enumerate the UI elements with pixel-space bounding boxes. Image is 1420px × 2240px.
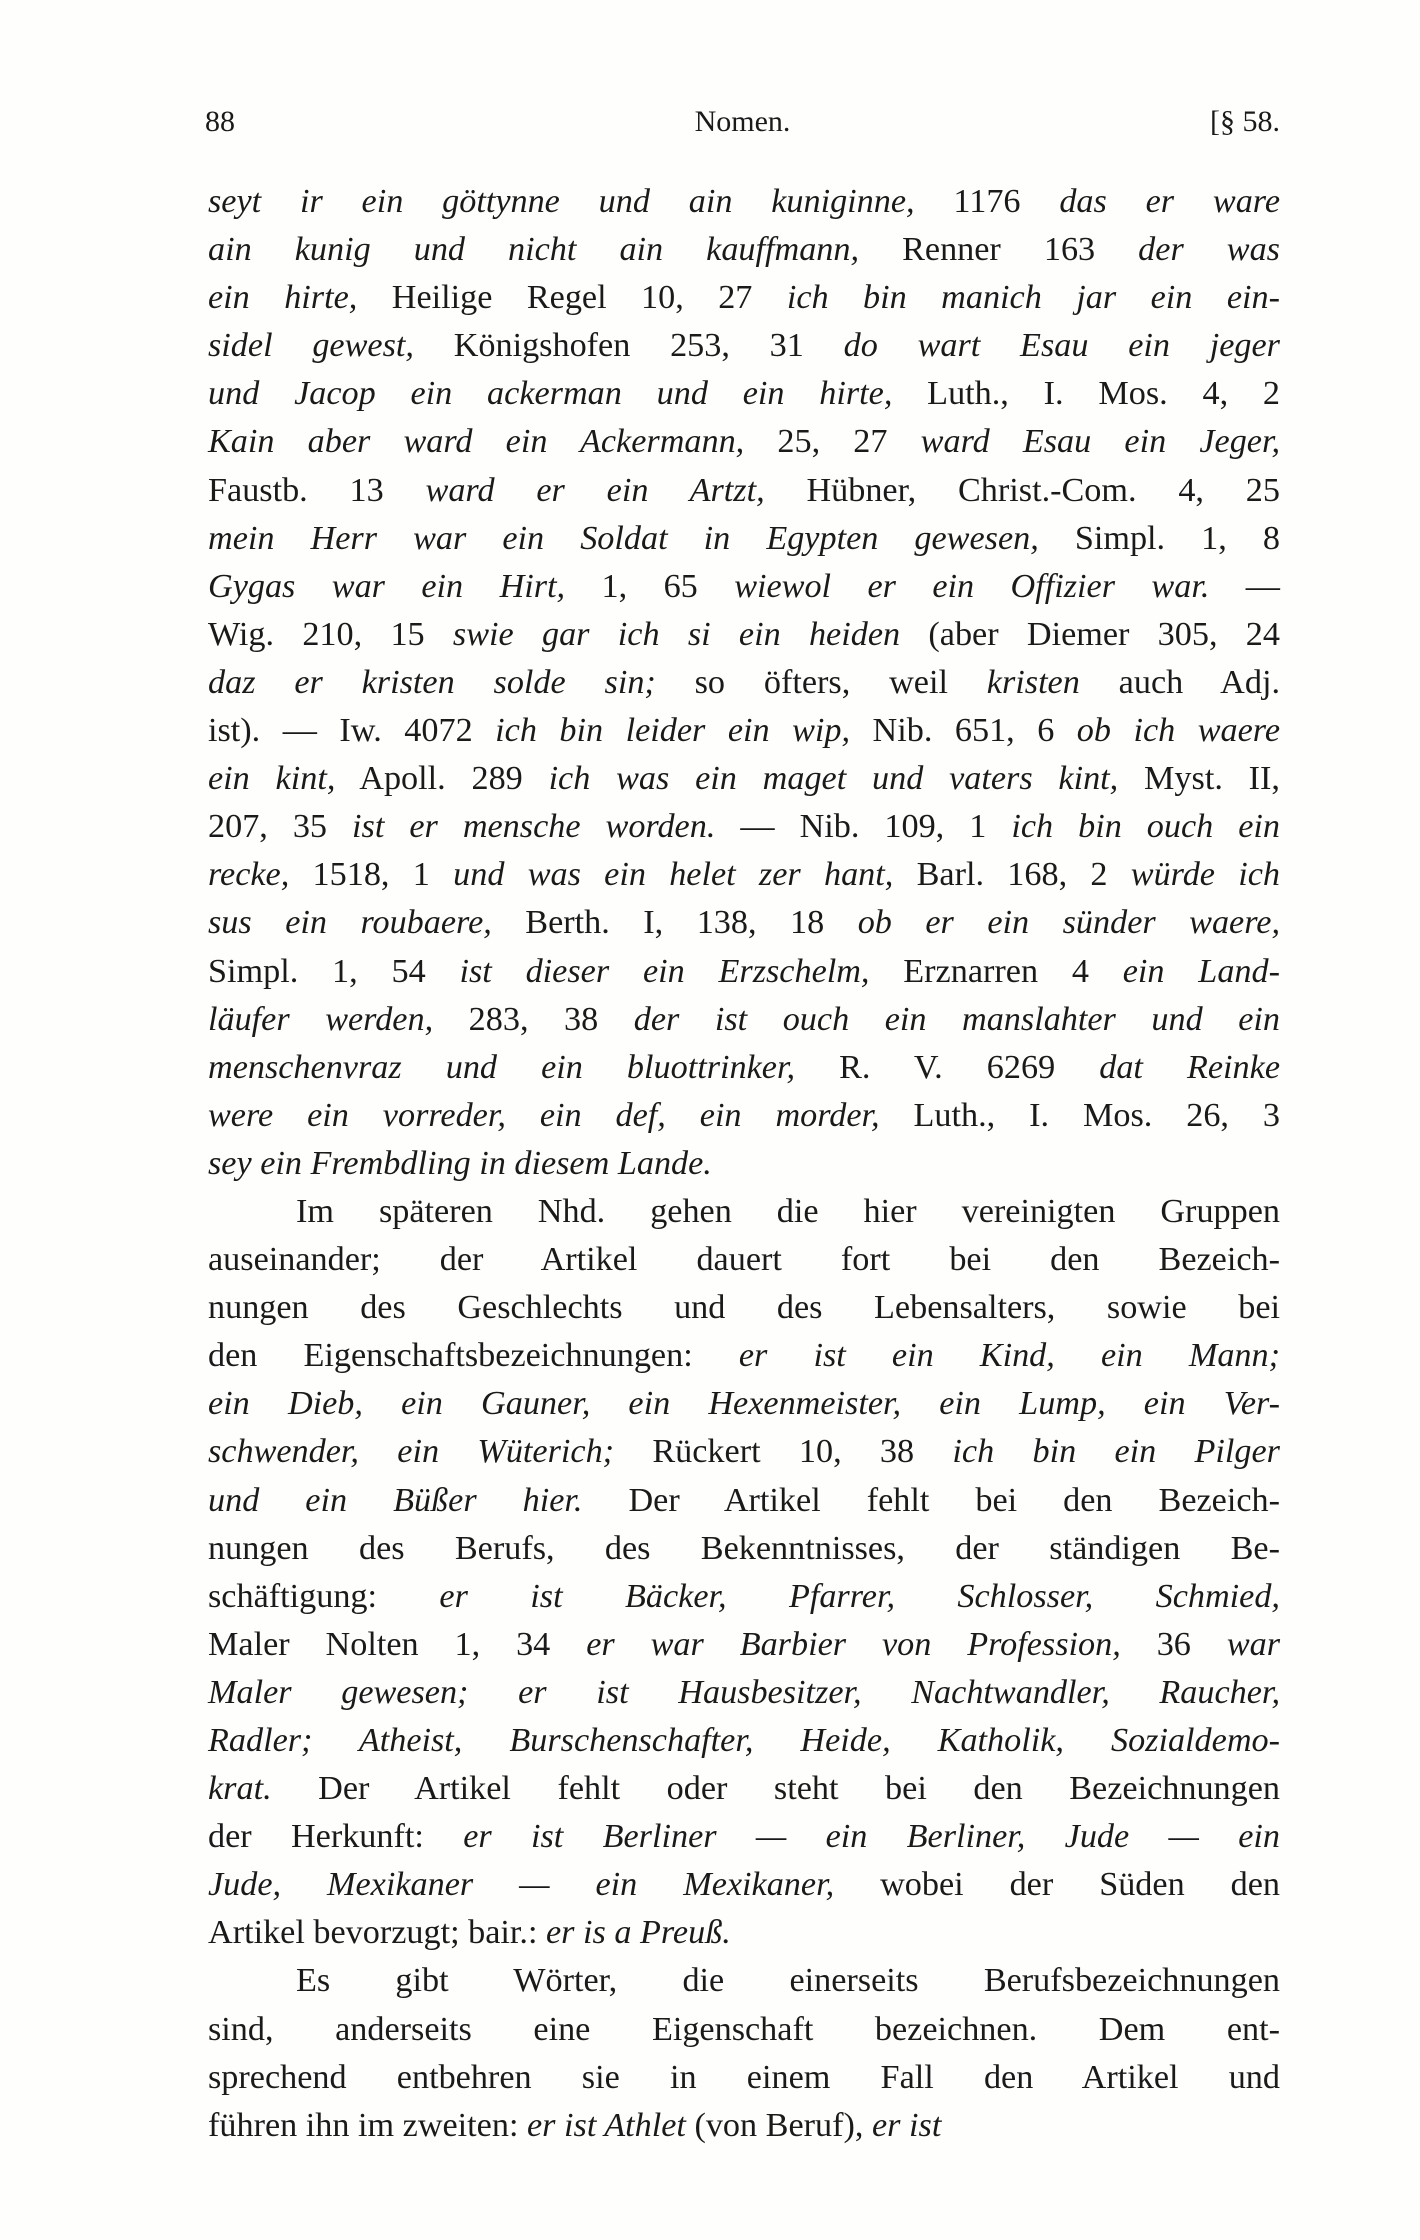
italic-citation: ein kint, xyxy=(208,760,336,798)
text-line xyxy=(208,996,1280,1044)
text-line xyxy=(208,948,1280,996)
italic-citation: war xyxy=(1226,1625,1281,1663)
text-run: so öfters, weil xyxy=(655,663,987,701)
text-line xyxy=(208,707,1280,755)
text-run: Barl. 168, 2 xyxy=(893,856,1131,894)
text-run: — Nib. 109, 1 xyxy=(715,808,1012,846)
italic-citation: und ein Büßer hier. xyxy=(208,1481,583,1519)
text-run: Königshofen 253, 31 xyxy=(413,327,844,365)
text-line xyxy=(208,1717,1280,1765)
text-line xyxy=(208,1621,1280,1669)
text-run: 1, 65 xyxy=(565,567,735,605)
text-line xyxy=(208,1861,1280,1909)
italic-citation: Kain aber ward ein Ackermann, xyxy=(208,423,745,461)
text-line xyxy=(208,803,1280,851)
text-run: nungen des Geschlechts und des Lebensalters, sowie bei xyxy=(208,1289,1280,1327)
italic-citation: daz er kristen solde sin; xyxy=(208,663,656,701)
italic-citation: das er ware xyxy=(1059,183,1280,220)
text-line xyxy=(208,2054,1280,2102)
text-line xyxy=(208,2102,1280,2150)
text-line xyxy=(208,1044,1280,1092)
italic-citation: ward er ein Artzt, xyxy=(425,471,765,509)
text-line xyxy=(208,515,1280,563)
italic-citation: sidel gewest, xyxy=(208,327,414,365)
italic-citation: der was xyxy=(1138,231,1280,269)
italic-citation: recke, xyxy=(208,856,290,894)
text-run: sprechend entbehren sie in einem Fall den Artikel und xyxy=(208,2058,1280,2096)
italic-citation: ein Dieb, ein Gauner, ein Hexenmeister, ein Lump, ein Ver- xyxy=(208,1385,1280,1423)
body-text xyxy=(208,178,1280,2150)
text-line xyxy=(208,1332,1280,1380)
text-run: auch Adj. xyxy=(1079,663,1280,701)
text-run: Erznarren 4 xyxy=(869,952,1123,990)
italic-citation: er ist ein Kind, ein Mann; xyxy=(738,1337,1281,1375)
italic-citation: ich bin leider ein wip, xyxy=(495,712,851,750)
italic-citation: menschenvraz und ein bluottrinker, xyxy=(208,1048,796,1086)
italic-citation: schwender, ein Wüterich; xyxy=(208,1433,615,1471)
text-run: Der Artikel fehlt bei den Bezeich- xyxy=(582,1481,1280,1519)
italic-citation: ich bin ein Pilger xyxy=(952,1433,1280,1471)
italic-citation: Radler; Atheist, Burschenschafter, Heide, Katholik, Sozialdemo- xyxy=(208,1722,1280,1759)
paragraph xyxy=(208,1957,1280,2149)
text-run: Der Artikel fehlt oder steht bei den Bezeichnungen xyxy=(271,1770,1280,1808)
text-line xyxy=(208,1573,1280,1621)
text-run: Renner 163 xyxy=(859,231,1139,269)
text-run: auseinander; der Artikel dauert fort bei den Bezeich- xyxy=(208,1241,1280,1279)
italic-citation: und was ein helet zer hant, xyxy=(453,856,894,894)
italic-citation: ein Land- xyxy=(1122,952,1280,990)
italic-citation: ich bin manich jar ein ein- xyxy=(786,279,1280,317)
italic-citation: ob er ein sünder waere, xyxy=(857,904,1280,942)
text-run: R. V. 6269 xyxy=(795,1048,1100,1086)
text-line xyxy=(208,1525,1280,1573)
italic-citation: sus ein roubaere, xyxy=(208,904,492,942)
text-run: Nib. 651, 6 xyxy=(850,712,1077,750)
text-run: den Eigenschaftsbezeichnungen: xyxy=(208,1337,739,1375)
text-line xyxy=(208,1428,1280,1476)
text-run: Myst. II, xyxy=(1118,760,1280,798)
italic-citation: der ist ouch ein manslahter und ein xyxy=(633,1000,1280,1038)
italic-citation: mein Herr war ein Soldat in Egypten gewesen, xyxy=(208,519,1039,557)
italic-citation: dat Reinke xyxy=(1099,1048,1280,1086)
italic-citation: sey ein Frembdling in diesem Lande. xyxy=(208,1144,712,1182)
italic-citation: er war Barbier von Profession, xyxy=(586,1625,1121,1663)
paragraph xyxy=(208,1188,1280,1958)
italic-citation: Gygas war ein Hirt, xyxy=(208,567,566,605)
text-line xyxy=(208,322,1280,370)
text-line xyxy=(208,1380,1280,1428)
text-run: — xyxy=(1209,567,1280,605)
text-line xyxy=(208,1140,1280,1188)
text-line xyxy=(208,1477,1280,1525)
italic-citation: er ist Bäcker, Pfarrer, Schlosser, Schmied, xyxy=(439,1577,1280,1615)
italic-citation: do wart Esau ein jeger xyxy=(843,327,1280,365)
italic-citation: er ist xyxy=(872,2106,942,2144)
text-run: ist). — Iw. 4072 xyxy=(208,712,496,750)
text-run: schäftigung: xyxy=(208,1577,440,1615)
text-line xyxy=(208,611,1280,659)
text-run: Wig. 210, 15 xyxy=(208,615,453,653)
text-line xyxy=(208,178,1280,226)
text-line xyxy=(208,1813,1280,1861)
text-run: 25, 27 xyxy=(744,423,921,461)
text-line xyxy=(208,755,1280,803)
text-run: Rückert 10, 38 xyxy=(614,1433,953,1471)
text-run: 1518, 1 xyxy=(289,856,454,894)
text-run: 1176 xyxy=(914,183,1060,220)
italic-citation: ward Esau ein Jeger, xyxy=(920,423,1281,461)
italic-citation: ist dieser ein Erzschelm, xyxy=(459,952,870,990)
page-header xyxy=(205,100,1280,144)
text-line xyxy=(208,1188,1280,1236)
italic-citation: ob ich waere xyxy=(1076,712,1281,750)
text-line xyxy=(208,370,1280,418)
text-run: Hübner, Christ.-Com. 4, 25 xyxy=(764,471,1280,509)
text-line xyxy=(208,274,1280,322)
text-run: Simpl. 1, 54 xyxy=(208,952,460,990)
text-run: führen ihn im zweiten: xyxy=(208,2106,527,2144)
italic-citation: und Jacop ein ackerman und ein hirte, xyxy=(208,375,893,413)
text-run: Luth., I. Mos. 26, 3 xyxy=(879,1096,1280,1134)
text-line xyxy=(208,1909,1280,1957)
italic-citation: ist er mensche worden. xyxy=(352,808,716,846)
italic-citation: ein hirte, xyxy=(208,279,358,317)
text-line xyxy=(208,467,1280,515)
running-title: Nomen. xyxy=(694,105,791,138)
italic-citation: er ist Berliner — ein Berliner, Jude — ein xyxy=(463,1818,1280,1856)
text-line xyxy=(208,1092,1280,1140)
text-line xyxy=(208,1284,1280,1332)
text-run: sind, anderseits eine Eigenschaft bezeichnen. Dem ent- xyxy=(208,2010,1280,2048)
text-line xyxy=(208,2006,1280,2054)
text-line xyxy=(208,659,1280,707)
italic-citation: er ist Athlet xyxy=(527,2106,686,2144)
page-number: 88 xyxy=(205,105,235,138)
italic-citation: seyt ir ein göttynne und ain kuniginne, xyxy=(208,183,915,220)
text-line xyxy=(208,1957,1280,2005)
text-run: Artikel bevorzugt; bair.: xyxy=(208,1914,546,1952)
text-run: Im späteren Nhd. gehen die hier vereinigten Gruppen xyxy=(296,1192,1280,1230)
italic-citation: krat. xyxy=(208,1770,272,1808)
text-line xyxy=(208,851,1280,899)
text-run: Heilige Regel 10, 27 xyxy=(357,279,787,317)
italic-citation: Maler gewesen; er ist Hausbesitzer, Nachtwandler, Raucher, xyxy=(208,1673,1280,1711)
italic-citation: würde ich xyxy=(1130,856,1281,894)
text-line xyxy=(208,563,1280,611)
text-run: Apoll. 289 xyxy=(335,760,549,798)
text-run: (von Beruf), xyxy=(685,2106,872,2144)
italic-citation: kristen xyxy=(986,663,1080,701)
italic-citation: ich bin ouch ein xyxy=(1011,808,1281,846)
italic-citation: wiewol er ein Offizier war. xyxy=(734,567,1210,605)
text-run: Maler Nolten 1, 34 xyxy=(208,1625,587,1663)
text-line xyxy=(208,1669,1280,1717)
italic-citation: Jude, Mexikaner — ein Mexikaner, xyxy=(208,1866,835,1904)
text-line xyxy=(208,1765,1280,1813)
text-run: 36 xyxy=(1120,1625,1227,1663)
text-run: der Herkunft: xyxy=(208,1818,464,1856)
text-run: Simpl. 1, 8 xyxy=(1038,519,1280,557)
text-run: Es gibt Wörter, die einerseits Berufsbezeichnungen xyxy=(296,1962,1280,2000)
text-line xyxy=(208,418,1280,466)
paragraph xyxy=(208,178,1280,1188)
text-line xyxy=(208,899,1280,947)
italic-citation: swie gar ich si ein heiden xyxy=(452,615,901,653)
text-line xyxy=(208,226,1280,274)
italic-citation: ich was ein maget und vaters kint, xyxy=(548,760,1119,798)
text-run: 207, 35 xyxy=(208,808,353,846)
italic-citation: er is a Preuß. xyxy=(546,1914,731,1952)
text-run: Berth. I, 138, 18 xyxy=(491,904,858,942)
text-run: (aber Diemer 305, 24 xyxy=(900,615,1280,653)
text-run: Luth., I. Mos. 4, 2 xyxy=(892,375,1281,413)
text-run: Faustb. 13 xyxy=(208,471,426,509)
text-run: 283, 38 xyxy=(433,1000,634,1038)
text-run: nungen des Berufs, des Bekenntnisses, der ständigen Be- xyxy=(208,1529,1280,1567)
italic-citation: läufer werden, xyxy=(208,1000,434,1038)
italic-citation: were ein vorreder, ein def, ein morder, xyxy=(208,1096,880,1134)
italic-citation: ain kunig und nicht ain kauffmann, xyxy=(208,231,860,269)
section-reference: [§ 58. xyxy=(1210,105,1280,138)
text-run: wobei der Süden den xyxy=(834,1866,1280,1904)
text-line xyxy=(208,1236,1280,1284)
